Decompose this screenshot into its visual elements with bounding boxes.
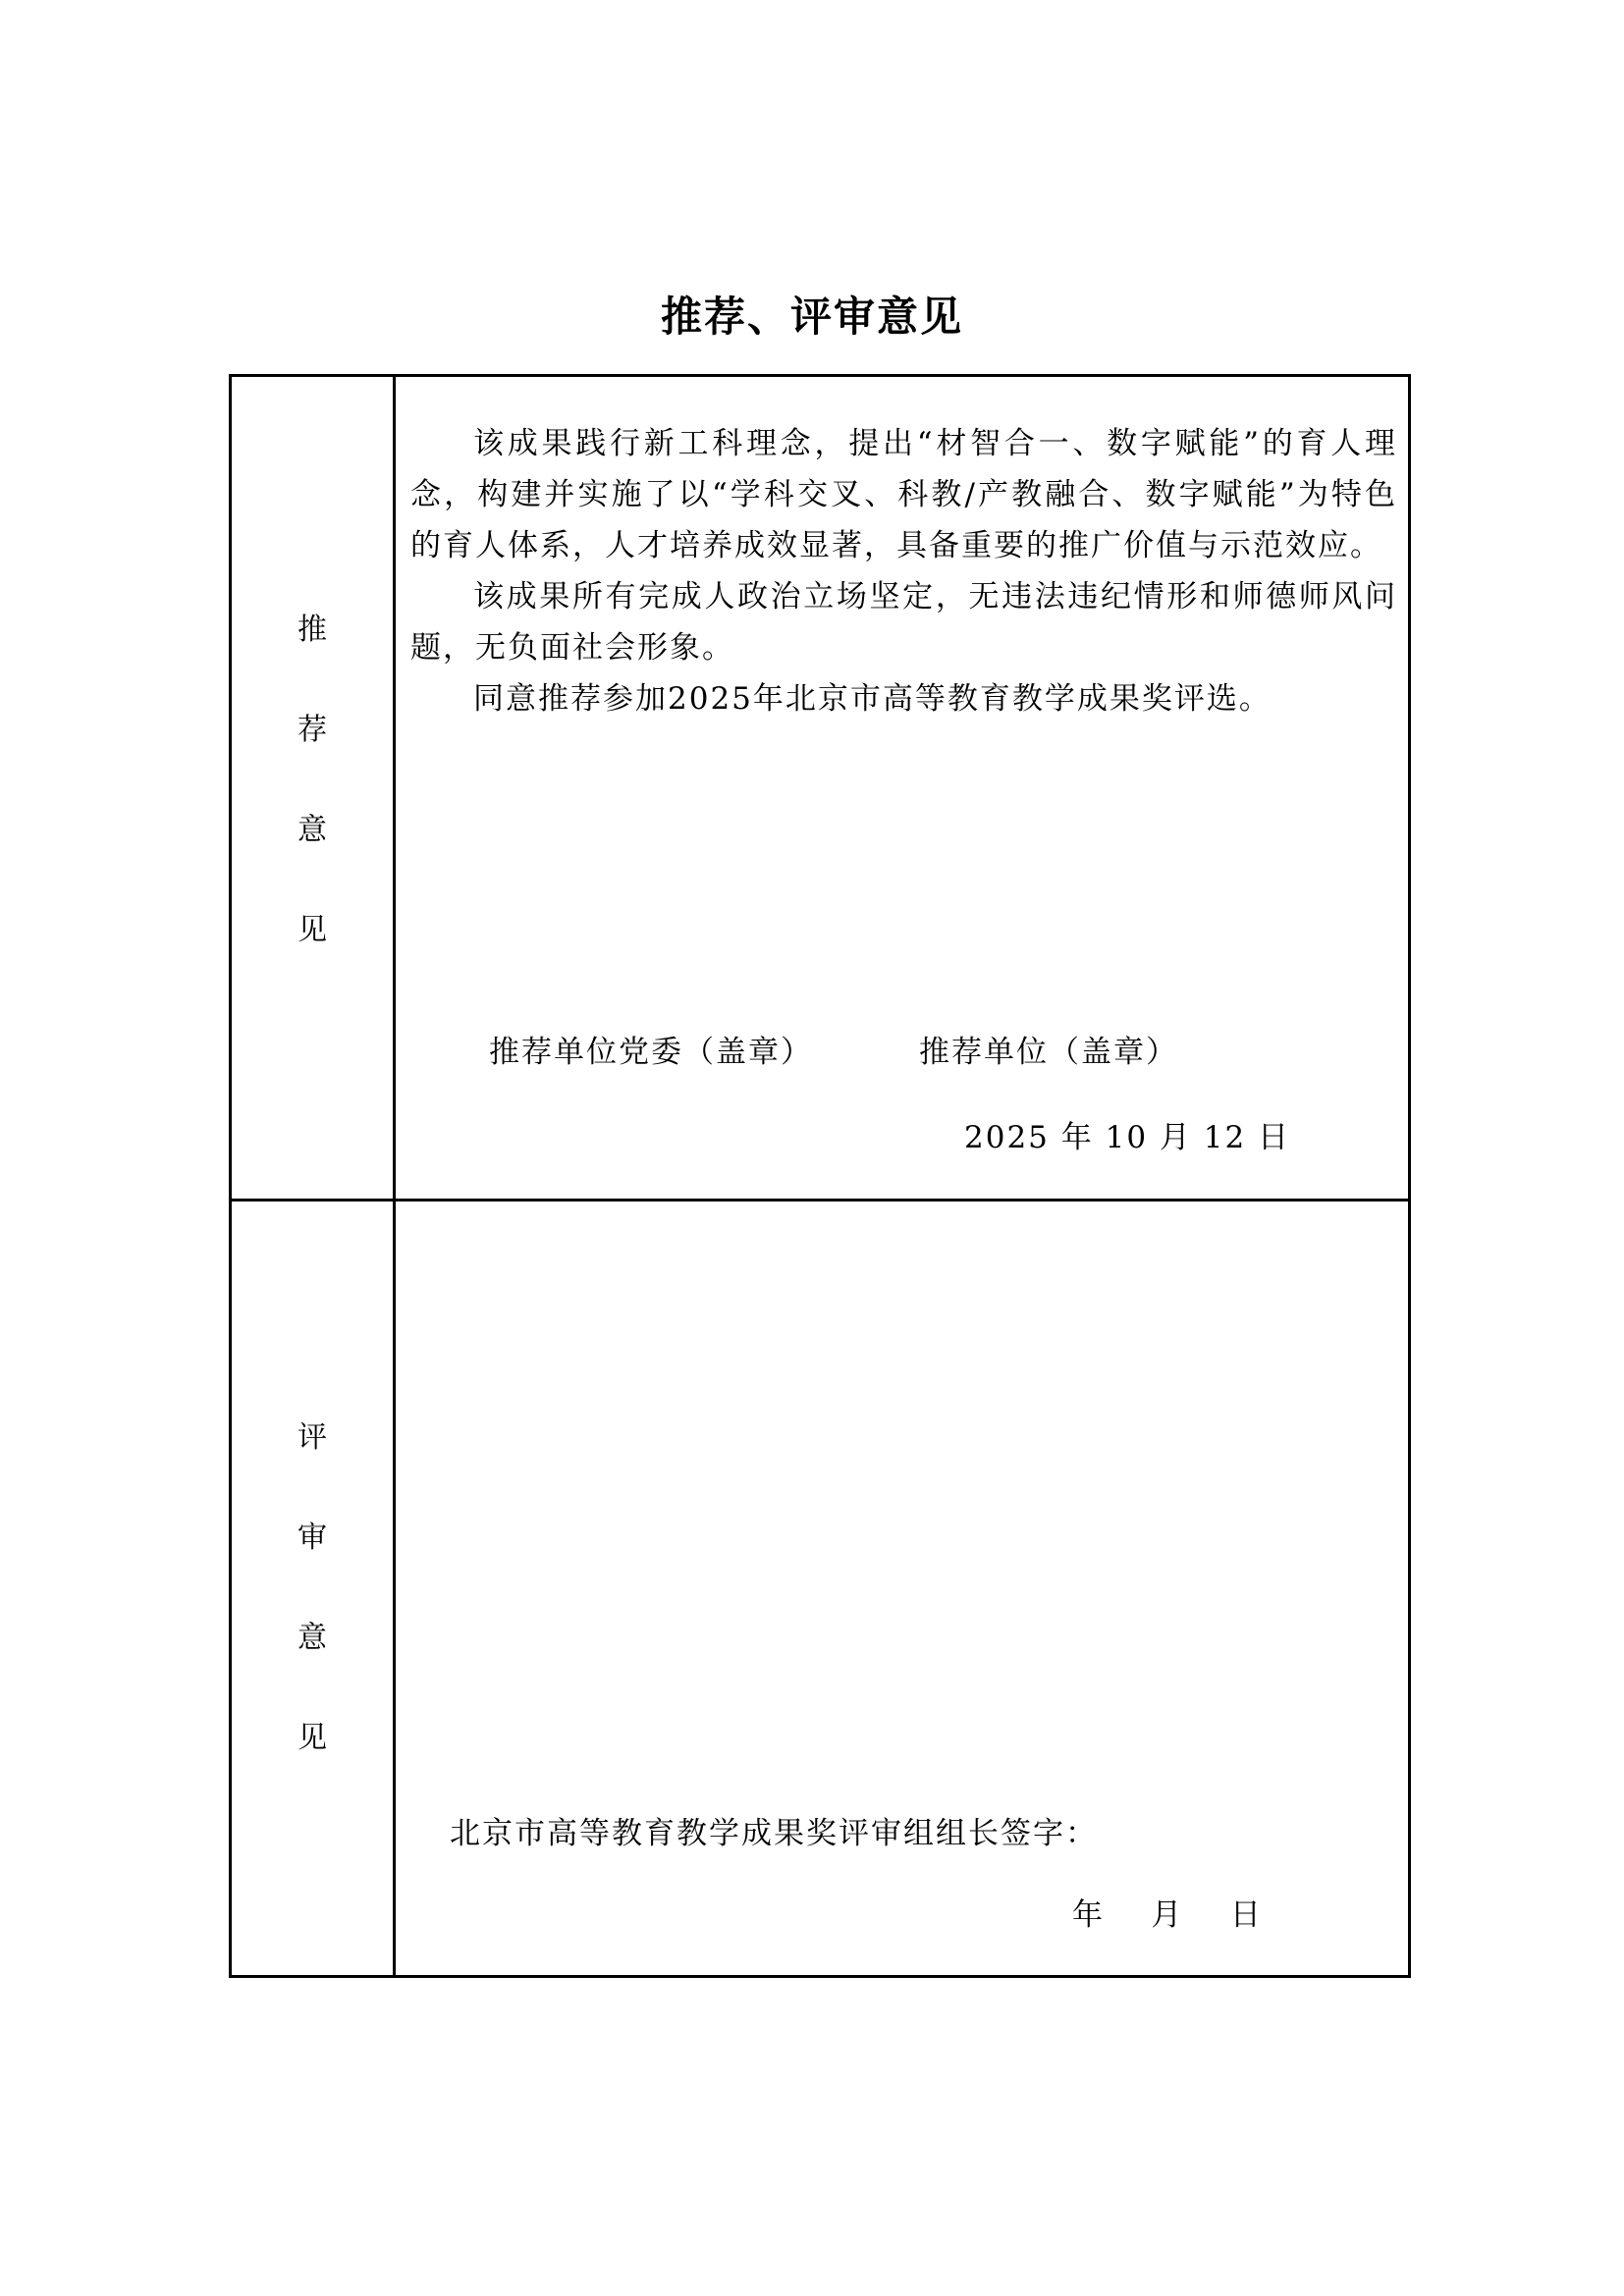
recommend-label-char: 见 <box>298 913 327 947</box>
recommend-label-cell <box>232 377 396 1199</box>
recommend-label <box>232 580 393 981</box>
unit-seal-label: 推荐单位（盖章） <box>919 1035 1178 1070</box>
review-label-cell <box>232 1201 396 1975</box>
review-label-char: 评 <box>298 1420 327 1455</box>
recommend-label-char: 荐 <box>298 713 327 747</box>
party-seal-label: 推荐单位党委（盖章） <box>489 1035 813 1070</box>
recommend-opinion-text <box>410 418 1397 724</box>
recommend-label-char: 意 <box>298 813 327 847</box>
recommend-paragraph: 该成果所有完成人政治立场坚定，无违法违纪情形和师德师风问题，无负面社会形象。 <box>410 579 1397 666</box>
review-section <box>232 1201 1408 1975</box>
page-title: 推荐、评审意见 <box>660 293 963 341</box>
review-signature-label: 北京市高等教育教学成果奖评审组组长签字： <box>450 1816 1098 1851</box>
review-content-cell <box>396 1201 1408 1975</box>
recommend-date: 2025 年 10 月 12 日 <box>964 1120 1291 1155</box>
review-label-char: 见 <box>298 1721 327 1755</box>
review-label-char: 审 <box>298 1521 327 1555</box>
recommend-paragraph: 同意推荐参加2025年北京市高等教育教学成果奖评选。 <box>473 681 1272 717</box>
review-date: 年 月 日 <box>1072 1897 1263 1933</box>
review-label-char: 意 <box>298 1621 327 1655</box>
recommend-paragraph: 该成果践行新工科理念，提出“材智合一、数字赋能”的育人理念，构建并实施了以“学科交叉、科教/产教融合、数字赋能”为特色的育人体系，人才培养成效显著，具备重要的推广价值与示范效应。 <box>410 426 1397 563</box>
recommend-label-char: 推 <box>298 613 327 647</box>
review-label <box>232 1388 393 1789</box>
